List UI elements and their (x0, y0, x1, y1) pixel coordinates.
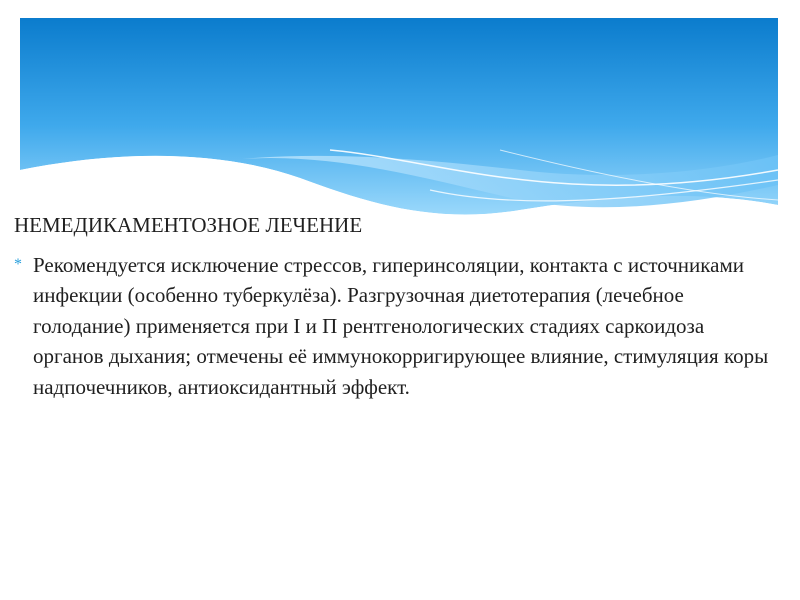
bullet-item (14, 250, 784, 402)
slide-heading: НЕМЕДИКАМЕНТОЗНОЕ ЛЕЧЕНИЕ (14, 213, 363, 237)
content-area (14, 212, 784, 402)
header-wave-graphic (0, 0, 800, 230)
bullet-star-icon: * (14, 256, 22, 273)
bullet-text: Рекомендуется исключение стрессов, гиперинсоляции, контакта с источниками инфекции (особенно туберкулёза). Разгрузочная диетотерапия (лечебное голодание) применяется при I и П рентгенологических стадиях саркоидоза органов дыхания; отмечены её иммунокорригирующее влияние, стимуляция коры надпочечников, антиоксидантный эффект. (33, 253, 769, 399)
